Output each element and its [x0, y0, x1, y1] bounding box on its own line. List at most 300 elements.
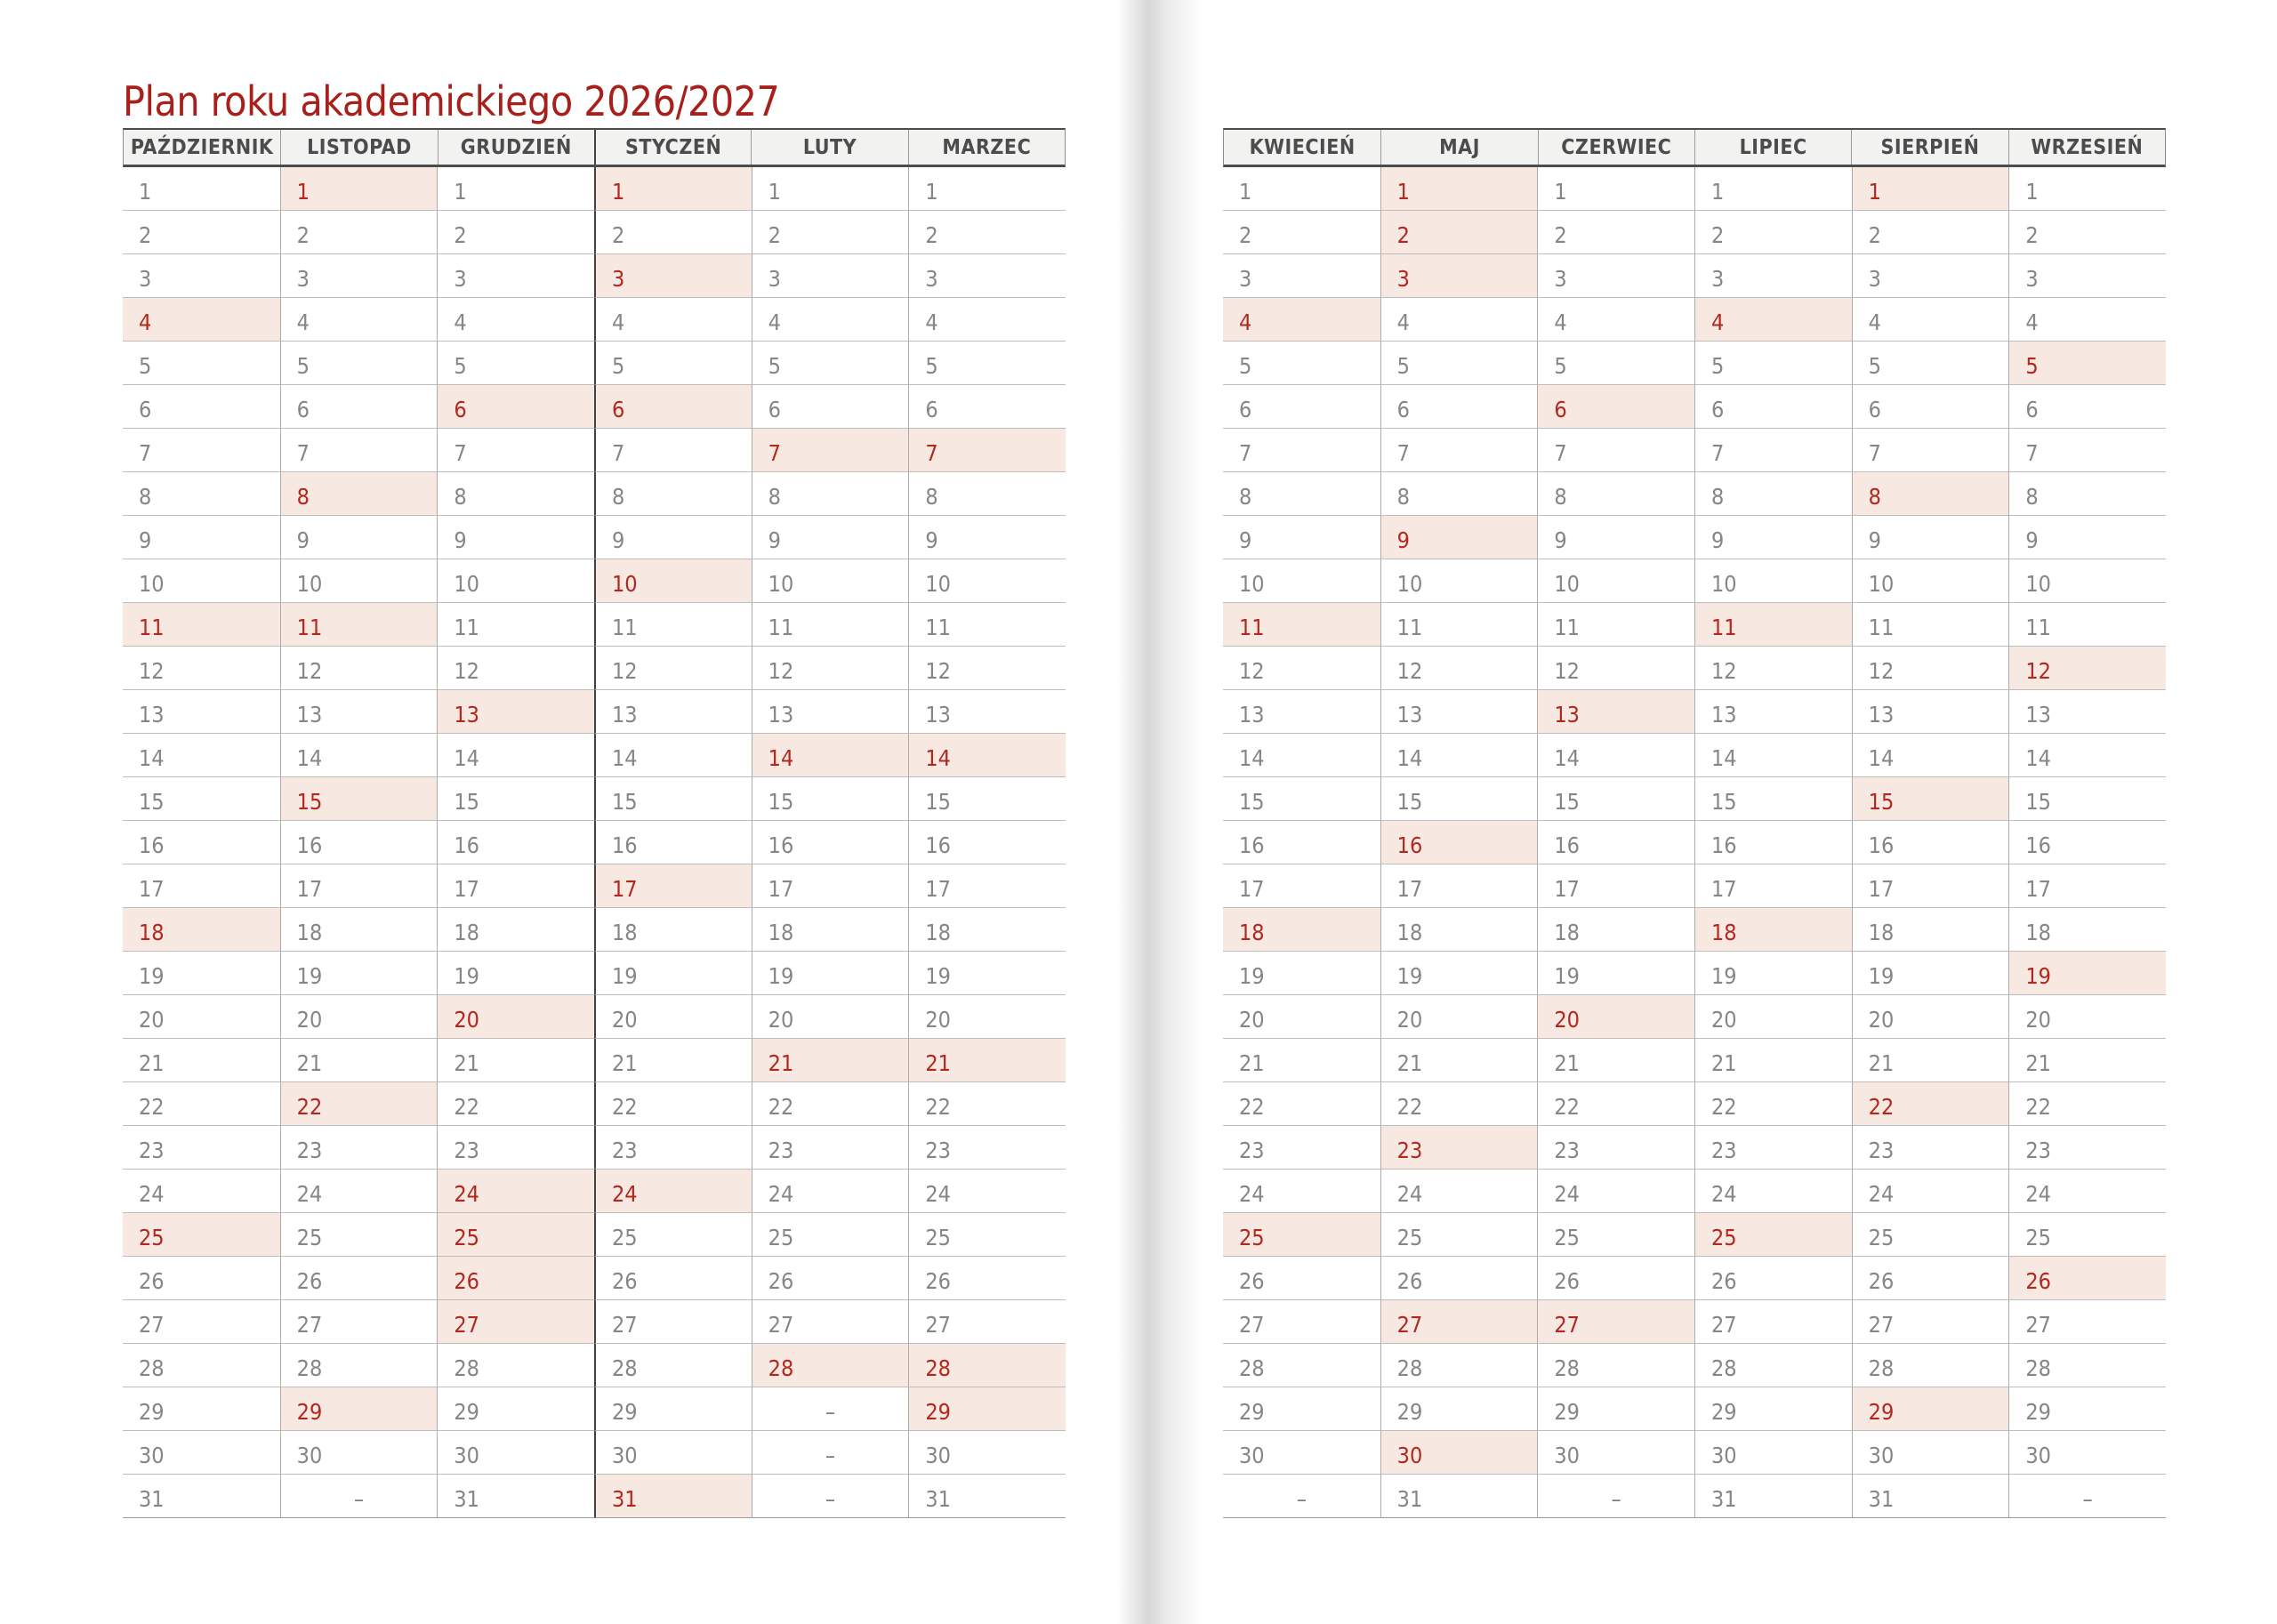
day-cell: 16: [280, 821, 438, 864]
holiday-day-cell: 25: [1694, 1213, 1852, 1257]
day-grid: [123, 167, 1066, 1518]
day-cell: 7: [1852, 429, 2009, 472]
day-cell: 22: [908, 1082, 1066, 1126]
day-cell: 27: [908, 1300, 1066, 1344]
day-cell: 3: [2008, 254, 2166, 298]
day-cell: 29: [2008, 1387, 2166, 1431]
empty-day-cell: –: [1223, 1475, 1380, 1518]
day-cell: 23: [2008, 1126, 2166, 1170]
holiday-day-cell: 28: [908, 1344, 1066, 1387]
day-cell: 8: [1223, 472, 1380, 516]
day-cell: 29: [594, 1387, 752, 1431]
day-cell: 17: [437, 864, 594, 908]
holiday-day-cell: 10: [594, 559, 752, 603]
day-cell: 19: [280, 952, 438, 995]
holiday-day-cell: 15: [1852, 777, 2009, 821]
holiday-day-cell: 22: [1852, 1082, 2009, 1126]
day-cell: 10: [1852, 559, 2009, 603]
month-header: STYCZEŃ: [594, 130, 751, 165]
month-header: LUTY: [751, 130, 907, 165]
day-cell: 25: [908, 1213, 1066, 1257]
holiday-day-cell: 21: [908, 1039, 1066, 1082]
holiday-day-cell: 9: [1380, 516, 1538, 559]
day-cell: 10: [1223, 559, 1380, 603]
holiday-day-cell: 4: [1694, 298, 1852, 342]
day-cell: 28: [1537, 1344, 1694, 1387]
day-cell: 8: [1694, 472, 1852, 516]
day-cell: 30: [1694, 1431, 1852, 1475]
day-cell: 3: [908, 254, 1066, 298]
day-cell: 11: [2008, 603, 2166, 647]
day-cell: 12: [123, 647, 280, 690]
holiday-day-cell: 28: [752, 1344, 909, 1387]
day-cell: 20: [752, 995, 909, 1039]
day-cell: 7: [1537, 429, 1694, 472]
day-cell: 15: [1537, 777, 1694, 821]
day-cell: 6: [2008, 385, 2166, 429]
day-cell: 31: [437, 1475, 594, 1518]
day-cell: 9: [280, 516, 438, 559]
day-cell: 19: [1852, 952, 2009, 995]
day-cell: 11: [1537, 603, 1694, 647]
day-cell: 15: [1380, 777, 1538, 821]
empty-day-cell: –: [752, 1475, 909, 1518]
day-cell: 24: [752, 1170, 909, 1213]
day-cell: 20: [594, 995, 752, 1039]
day-cell: 17: [2008, 864, 2166, 908]
day-cell: 25: [1537, 1213, 1694, 1257]
holiday-day-cell: 13: [437, 690, 594, 734]
day-cell: 5: [1694, 342, 1852, 385]
day-cell: 27: [594, 1300, 752, 1344]
day-cell: 3: [280, 254, 438, 298]
day-cell: 13: [123, 690, 280, 734]
day-cell: 17: [908, 864, 1066, 908]
day-cell: 3: [123, 254, 280, 298]
month-header: PAŹDZIERNIK: [130, 135, 274, 159]
holiday-day-cell: 14: [752, 734, 909, 777]
day-cell: 23: [1694, 1126, 1852, 1170]
day-cell: 11: [908, 603, 1066, 647]
day-cell: 29: [1537, 1387, 1694, 1431]
day-cell: 15: [437, 777, 594, 821]
holiday-day-cell: 23: [1380, 1126, 1538, 1170]
day-cell: 7: [1694, 429, 1852, 472]
day-cell: 1: [908, 167, 1066, 211]
month-header: MAJ: [1380, 130, 1537, 165]
day-cell: 14: [280, 734, 438, 777]
day-cell: 28: [2008, 1344, 2166, 1387]
day-cell: 16: [2008, 821, 2166, 864]
day-cell: 1: [123, 167, 280, 211]
day-cell: 4: [908, 298, 1066, 342]
day-cell: 31: [1694, 1475, 1852, 1518]
day-cell: 23: [280, 1126, 438, 1170]
day-cell: 10: [908, 559, 1066, 603]
holiday-day-cell: 11: [123, 603, 280, 647]
day-cell: 6: [123, 385, 280, 429]
day-cell: 3: [1223, 254, 1380, 298]
day-cell: 11: [1852, 603, 2009, 647]
day-cell: 10: [2008, 559, 2166, 603]
holiday-day-cell: 29: [280, 1387, 438, 1431]
day-cell: 13: [1852, 690, 2009, 734]
holiday-day-cell: 4: [1223, 298, 1380, 342]
month-header: LIPIEC: [1694, 130, 1851, 165]
day-cell: 26: [752, 1257, 909, 1300]
day-cell: 5: [1537, 342, 1694, 385]
day-cell: 22: [752, 1082, 909, 1126]
day-cell: 6: [1694, 385, 1852, 429]
day-cell: 19: [908, 952, 1066, 995]
day-cell: 13: [2008, 690, 2166, 734]
day-cell: 7: [280, 429, 438, 472]
day-cell: 18: [594, 908, 752, 952]
day-cell: 12: [1380, 647, 1538, 690]
day-cell: 9: [1694, 516, 1852, 559]
day-cell: 1: [437, 167, 594, 211]
day-cell: 18: [437, 908, 594, 952]
day-cell: 17: [1223, 864, 1380, 908]
day-cell: 8: [908, 472, 1066, 516]
day-cell: 14: [1380, 734, 1538, 777]
day-cell: 24: [2008, 1170, 2166, 1213]
day-cell: 13: [1223, 690, 1380, 734]
day-cell: 29: [1694, 1387, 1852, 1431]
day-cell: 21: [1852, 1039, 2009, 1082]
day-cell: 28: [123, 1344, 280, 1387]
day-cell: 2: [2008, 211, 2166, 254]
day-cell: 8: [1380, 472, 1538, 516]
day-cell: 21: [1537, 1039, 1694, 1082]
day-cell: 8: [752, 472, 909, 516]
day-cell: 2: [1223, 211, 1380, 254]
holiday-day-cell: 14: [908, 734, 1066, 777]
day-cell: 21: [1223, 1039, 1380, 1082]
day-cell: 29: [437, 1387, 594, 1431]
day-cell: 25: [2008, 1213, 2166, 1257]
day-cell: 27: [752, 1300, 909, 1344]
day-cell: 20: [1852, 995, 2009, 1039]
month-header: GRUDZIEŃ: [438, 130, 594, 165]
day-cell: 26: [594, 1257, 752, 1300]
day-cell: 25: [1380, 1213, 1538, 1257]
month-header: LISTOPAD: [280, 130, 437, 165]
day-cell: 20: [1223, 995, 1380, 1039]
holiday-day-cell: 18: [123, 908, 280, 952]
holiday-day-cell: 27: [1380, 1300, 1538, 1344]
day-cell: 16: [1223, 821, 1380, 864]
holiday-day-cell: 26: [2008, 1257, 2166, 1300]
day-cell: 23: [752, 1126, 909, 1170]
holiday-day-cell: 25: [437, 1213, 594, 1257]
holiday-day-cell: 6: [1537, 385, 1694, 429]
holiday-day-cell: 18: [1694, 908, 1852, 952]
day-cell: 13: [1694, 690, 1852, 734]
day-cell: 6: [908, 385, 1066, 429]
holiday-day-cell: 8: [1852, 472, 2009, 516]
holiday-day-cell: 12: [2008, 647, 2166, 690]
day-cell: 8: [123, 472, 280, 516]
day-cell: 13: [280, 690, 438, 734]
day-cell: 19: [1380, 952, 1538, 995]
day-cell: 6: [752, 385, 909, 429]
holiday-day-cell: 17: [594, 864, 752, 908]
day-cell: 28: [1223, 1344, 1380, 1387]
day-cell: 29: [123, 1387, 280, 1431]
day-cell: 11: [437, 603, 594, 647]
day-cell: 5: [1380, 342, 1538, 385]
holiday-day-cell: 26: [437, 1257, 594, 1300]
day-cell: 6: [1380, 385, 1538, 429]
day-cell: 24: [1852, 1170, 2009, 1213]
day-cell: 14: [437, 734, 594, 777]
day-cell: 19: [1694, 952, 1852, 995]
day-cell: 25: [280, 1213, 438, 1257]
day-cell: 21: [1694, 1039, 1852, 1082]
day-cell: 20: [908, 995, 1066, 1039]
day-cell: 15: [1223, 777, 1380, 821]
day-cell: 24: [1380, 1170, 1538, 1213]
holiday-day-cell: 29: [908, 1387, 1066, 1431]
day-cell: 17: [280, 864, 438, 908]
calendar-table-apr-sep: [1223, 128, 2166, 1518]
day-cell: 11: [752, 603, 909, 647]
day-cell: 17: [1694, 864, 1852, 908]
holiday-day-cell: 6: [594, 385, 752, 429]
month-header: MARZEC: [908, 130, 1065, 165]
holiday-day-cell: 3: [594, 254, 752, 298]
holiday-day-cell: 7: [908, 429, 1066, 472]
month-header: WRZESIEŃ: [2008, 130, 2165, 165]
day-cell: 9: [1852, 516, 2009, 559]
day-cell: 2: [437, 211, 594, 254]
day-cell: 13: [752, 690, 909, 734]
holiday-day-cell: 29: [1852, 1387, 2009, 1431]
page-gutter-shadow: [1117, 0, 1210, 1624]
day-cell: 29: [1380, 1387, 1538, 1431]
day-cell: 12: [437, 647, 594, 690]
day-cell: 5: [123, 342, 280, 385]
day-cell: 3: [1694, 254, 1852, 298]
day-cell: 24: [1223, 1170, 1380, 1213]
day-cell: 9: [1537, 516, 1694, 559]
day-cell: 2: [123, 211, 280, 254]
day-cell: 15: [1694, 777, 1852, 821]
holiday-day-cell: 16: [1380, 821, 1538, 864]
day-cell: 21: [123, 1039, 280, 1082]
day-cell: 30: [437, 1431, 594, 1475]
day-cell: 18: [1537, 908, 1694, 952]
day-cell: 3: [1537, 254, 1694, 298]
day-cell: 19: [123, 952, 280, 995]
day-cell: 28: [1380, 1344, 1538, 1387]
day-cell: 10: [123, 559, 280, 603]
day-cell: 1: [752, 167, 909, 211]
day-cell: 23: [437, 1126, 594, 1170]
month-header-row: [123, 128, 1066, 167]
day-cell: 9: [437, 516, 594, 559]
day-cell: 12: [1537, 647, 1694, 690]
day-cell: 26: [280, 1257, 438, 1300]
day-cell: 24: [280, 1170, 438, 1213]
day-cell: 7: [437, 429, 594, 472]
day-cell: 4: [1852, 298, 2009, 342]
day-cell: 21: [2008, 1039, 2166, 1082]
day-cell: 17: [1852, 864, 2009, 908]
day-cell: 28: [280, 1344, 438, 1387]
day-cell: 23: [123, 1126, 280, 1170]
day-cell: 4: [1380, 298, 1538, 342]
day-cell: 5: [437, 342, 594, 385]
day-cell: 31: [1380, 1475, 1538, 1518]
day-cell: 18: [1852, 908, 2009, 952]
day-cell: 20: [1380, 995, 1538, 1039]
day-cell: 30: [594, 1431, 752, 1475]
day-cell: 20: [2008, 995, 2166, 1039]
holiday-day-cell: 27: [437, 1300, 594, 1344]
day-cell: 26: [1852, 1257, 2009, 1300]
day-cell: 15: [594, 777, 752, 821]
day-cell: 20: [123, 995, 280, 1039]
holiday-day-cell: 1: [594, 167, 752, 211]
day-cell: 10: [1694, 559, 1852, 603]
day-cell: 15: [908, 777, 1066, 821]
day-cell: 18: [2008, 908, 2166, 952]
day-cell: 5: [594, 342, 752, 385]
day-cell: 14: [123, 734, 280, 777]
holiday-day-cell: 27: [1537, 1300, 1694, 1344]
day-cell: 19: [752, 952, 909, 995]
day-cell: 9: [123, 516, 280, 559]
day-cell: 14: [1537, 734, 1694, 777]
day-cell: 2: [594, 211, 752, 254]
day-cell: 28: [1852, 1344, 2009, 1387]
day-cell: 6: [1223, 385, 1380, 429]
day-cell: 23: [1223, 1126, 1380, 1170]
day-cell: 21: [1380, 1039, 1538, 1082]
day-cell: 4: [594, 298, 752, 342]
day-cell: 4: [752, 298, 909, 342]
day-cell: 10: [752, 559, 909, 603]
day-cell: 10: [437, 559, 594, 603]
day-cell: 1: [1223, 167, 1380, 211]
holiday-day-cell: 21: [752, 1039, 909, 1082]
day-cell: 18: [752, 908, 909, 952]
holiday-day-cell: 31: [594, 1475, 752, 1518]
day-cell: 26: [908, 1257, 1066, 1300]
day-cell: 12: [908, 647, 1066, 690]
holiday-day-cell: 8: [280, 472, 438, 516]
holiday-day-cell: 18: [1223, 908, 1380, 952]
day-cell: 9: [752, 516, 909, 559]
month-header-row: [1223, 128, 2166, 167]
holiday-day-cell: 19: [2008, 952, 2166, 995]
empty-day-cell: –: [752, 1387, 909, 1431]
day-cell: 4: [2008, 298, 2166, 342]
holiday-day-cell: 24: [594, 1170, 752, 1213]
day-cell: 2: [1852, 211, 2009, 254]
day-cell: 25: [594, 1213, 752, 1257]
day-cell: 14: [1694, 734, 1852, 777]
holiday-day-cell: 30: [1380, 1431, 1538, 1475]
day-cell: 21: [437, 1039, 594, 1082]
holiday-day-cell: 25: [123, 1213, 280, 1257]
day-cell: 21: [280, 1039, 438, 1082]
holiday-day-cell: 20: [437, 995, 594, 1039]
holiday-day-cell: 25: [1223, 1213, 1380, 1257]
empty-day-cell: –: [752, 1431, 909, 1475]
day-cell: 29: [1223, 1387, 1380, 1431]
day-cell: 25: [1852, 1213, 2009, 1257]
month-header: SIERPIEŃ: [1851, 130, 2007, 165]
holiday-day-cell: 1: [280, 167, 438, 211]
day-cell: 30: [2008, 1431, 2166, 1475]
day-cell: 8: [1537, 472, 1694, 516]
day-cell: 6: [280, 385, 438, 429]
day-cell: 27: [2008, 1300, 2166, 1344]
day-cell: 7: [594, 429, 752, 472]
day-cell: 12: [1694, 647, 1852, 690]
day-cell: 31: [1852, 1475, 2009, 1518]
day-cell: 12: [594, 647, 752, 690]
day-cell: 7: [2008, 429, 2166, 472]
day-cell: 18: [1380, 908, 1538, 952]
day-grid: [1223, 167, 2166, 1518]
day-cell: 3: [437, 254, 594, 298]
day-cell: 23: [1537, 1126, 1694, 1170]
day-cell: 14: [1852, 734, 2009, 777]
day-cell: 12: [752, 647, 909, 690]
day-cell: 24: [1537, 1170, 1694, 1213]
day-cell: 22: [437, 1082, 594, 1126]
day-cell: 22: [1537, 1082, 1694, 1126]
day-cell: 9: [594, 516, 752, 559]
day-cell: 16: [1694, 821, 1852, 864]
day-cell: 23: [908, 1126, 1066, 1170]
day-cell: 30: [908, 1431, 1066, 1475]
day-cell: 7: [123, 429, 280, 472]
day-cell: 17: [752, 864, 909, 908]
day-cell: 30: [280, 1431, 438, 1475]
day-cell: 12: [280, 647, 438, 690]
day-cell: 5: [908, 342, 1066, 385]
day-cell: 31: [123, 1475, 280, 1518]
day-cell: 16: [908, 821, 1066, 864]
day-cell: 23: [594, 1126, 752, 1170]
day-cell: 7: [1223, 429, 1380, 472]
day-cell: 16: [1852, 821, 2009, 864]
day-cell: 22: [1380, 1082, 1538, 1126]
holiday-day-cell: 20: [1537, 995, 1694, 1039]
day-cell: 24: [123, 1170, 280, 1213]
day-cell: 26: [1380, 1257, 1538, 1300]
holiday-day-cell: 13: [1537, 690, 1694, 734]
day-cell: 8: [437, 472, 594, 516]
day-cell: 18: [908, 908, 1066, 952]
day-cell: 4: [437, 298, 594, 342]
day-cell: 2: [1537, 211, 1694, 254]
day-cell: 15: [2008, 777, 2166, 821]
day-cell: 5: [1223, 342, 1380, 385]
month-header: CZERWIEC: [1538, 130, 1694, 165]
day-cell: 28: [1694, 1344, 1852, 1387]
day-cell: 26: [1694, 1257, 1852, 1300]
day-cell: 17: [1537, 864, 1694, 908]
day-cell: 13: [1380, 690, 1538, 734]
day-cell: 17: [123, 864, 280, 908]
day-cell: 22: [1694, 1082, 1852, 1126]
